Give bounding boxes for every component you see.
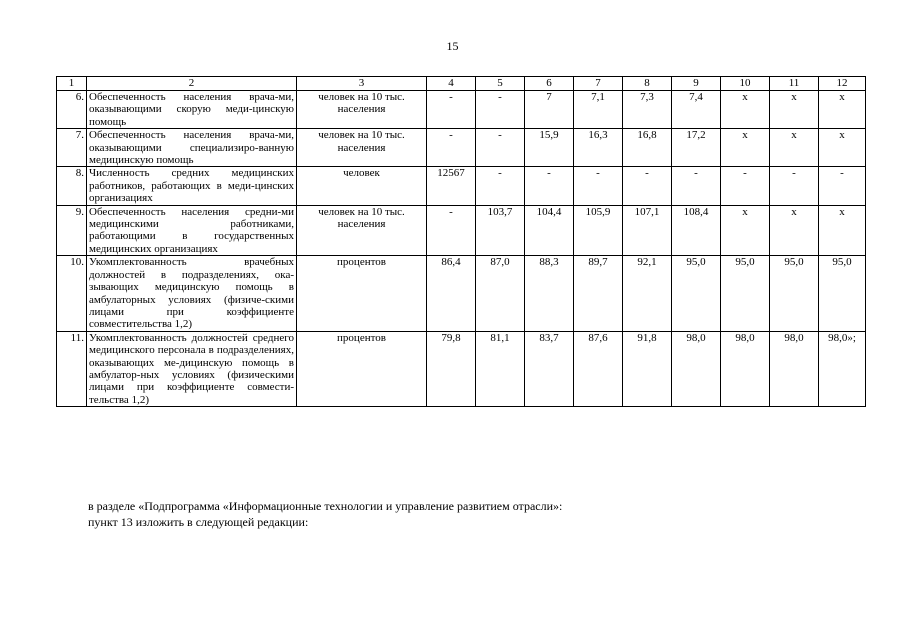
unit-cell: процентов <box>297 256 427 331</box>
indicator-name-cell: Численность средних медицинских работников, работающих в меди-цинских организациях <box>87 167 297 205</box>
header-cell: 5 <box>476 77 525 91</box>
unit-cell: процентов <box>297 331 427 406</box>
header-cell: 12 <box>819 77 866 91</box>
header-cell: 7 <box>574 77 623 91</box>
value-cell: 87,0 <box>476 256 525 331</box>
value-cell: 7,4 <box>672 91 721 129</box>
value-cell: 16,8 <box>623 129 672 167</box>
table-row <box>57 256 866 331</box>
header-cell: 4 <box>427 77 476 91</box>
row-number-cell: 7. <box>57 129 87 167</box>
row-number-cell: 8. <box>57 167 87 205</box>
value-cell: 95,0 <box>672 256 721 331</box>
value-cell: 98,0 <box>672 331 721 406</box>
table-row <box>57 91 866 129</box>
indicator-name-cell: Обеспеченность населения врача-ми, оказывающими специализиро-ванную медицинскую помощь <box>87 129 297 167</box>
row-number-cell: 10. <box>57 256 87 331</box>
value-cell: - <box>476 91 525 129</box>
instruction-text: пункт 13 изложить в следующей редакции: <box>88 515 309 529</box>
value-cell: 15,9 <box>525 129 574 167</box>
header-cell: 9 <box>672 77 721 91</box>
value-cell: х <box>770 205 819 256</box>
row-number-cell: 9. <box>57 205 87 256</box>
value-cell: 92,1 <box>623 256 672 331</box>
value-cell: 88,3 <box>525 256 574 331</box>
value-cell: 16,3 <box>574 129 623 167</box>
value-cell: - <box>427 129 476 167</box>
header-cell: 2 <box>87 77 297 91</box>
value-cell: х <box>721 129 770 167</box>
header-cell: 3 <box>297 77 427 91</box>
page-number: 15 <box>446 39 459 53</box>
value-cell: - <box>476 129 525 167</box>
header-cell: 10 <box>721 77 770 91</box>
value-cell: 95,0 <box>770 256 819 331</box>
unit-cell: человек на 10 тыс. населения <box>297 91 427 129</box>
value-cell: - <box>721 167 770 205</box>
value-cell: - <box>476 167 525 205</box>
indicator-name-cell: Обеспеченность населения врача-ми, оказывающими скорую меди-цинскую помощь <box>87 91 297 129</box>
value-cell: - <box>819 167 866 205</box>
value-cell: 104,4 <box>525 205 574 256</box>
value-cell: х <box>770 91 819 129</box>
value-cell: 95,0 <box>721 256 770 331</box>
header-cell: 11 <box>770 77 819 91</box>
table-row <box>57 167 866 205</box>
value-cell: 7,1 <box>574 91 623 129</box>
value-cell: 83,7 <box>525 331 574 406</box>
value-cell: 107,1 <box>623 205 672 256</box>
value-cell: х <box>819 91 866 129</box>
value-cell: - <box>525 167 574 205</box>
value-cell: 95,0 <box>819 256 866 331</box>
value-cell: 98,0 <box>721 331 770 406</box>
header-cell: 1 <box>57 77 87 91</box>
value-cell: 86,4 <box>427 256 476 331</box>
indicator-name-cell: Укомплектованность врачебных должностей в подразделениях, ока-зывающих медицинскую помощь в амбулаторных условиях (физиче-скими лицами при коэффициенте совместительства 1,2) <box>87 256 297 331</box>
value-cell: 87,6 <box>574 331 623 406</box>
indicator-name-cell: Укомплектованность должностей среднего медицинского персонала в подразделениях, оказывающих ме-дицинскую помощь в амбулатор-ных условиях (физическими лицами при коэффициенте совмести-тельства 1,2) <box>87 331 297 406</box>
value-cell: 98,0 <box>770 331 819 406</box>
header-cell: 8 <box>623 77 672 91</box>
value-cell: - <box>672 167 721 205</box>
value-cell: 98,0»; <box>819 331 866 406</box>
value-cell: 91,8 <box>623 331 672 406</box>
table-row <box>57 129 866 167</box>
section-reference-text: в разделе «Подпрограмма «Информационные технологии и управление развитием отрасли»: <box>88 499 563 513</box>
value-cell: 17,2 <box>672 129 721 167</box>
value-cell: 108,4 <box>672 205 721 256</box>
value-cell: х <box>721 91 770 129</box>
unit-cell: человек на 10 тыс. населения <box>297 129 427 167</box>
table-row <box>57 205 866 256</box>
row-number-cell: 11. <box>57 331 87 406</box>
header-cell: 6 <box>525 77 574 91</box>
value-cell: - <box>770 167 819 205</box>
value-cell: - <box>623 167 672 205</box>
value-cell: 89,7 <box>574 256 623 331</box>
value-cell: х <box>770 129 819 167</box>
value-cell: 7 <box>525 91 574 129</box>
table-header-row <box>57 77 866 91</box>
value-cell: 105,9 <box>574 205 623 256</box>
table-row <box>57 331 866 406</box>
value-cell: х <box>819 129 866 167</box>
indicators-table <box>56 76 866 407</box>
value-cell: 103,7 <box>476 205 525 256</box>
value-cell: 79,8 <box>427 331 476 406</box>
value-cell: 7,3 <box>623 91 672 129</box>
value-cell: х <box>819 205 866 256</box>
value-cell: х <box>721 205 770 256</box>
value-cell: 81,1 <box>476 331 525 406</box>
value-cell: - <box>574 167 623 205</box>
row-number-cell: 6. <box>57 91 87 129</box>
value-cell: 12567 <box>427 167 476 205</box>
unit-cell: человек <box>297 167 427 205</box>
value-cell: - <box>427 205 476 256</box>
indicator-name-cell: Обеспеченность населения средни-ми медицинскими работниками, работающими в государственных медицинских организациях <box>87 205 297 256</box>
unit-cell: человек на 10 тыс. населения <box>297 205 427 256</box>
value-cell: - <box>427 91 476 129</box>
